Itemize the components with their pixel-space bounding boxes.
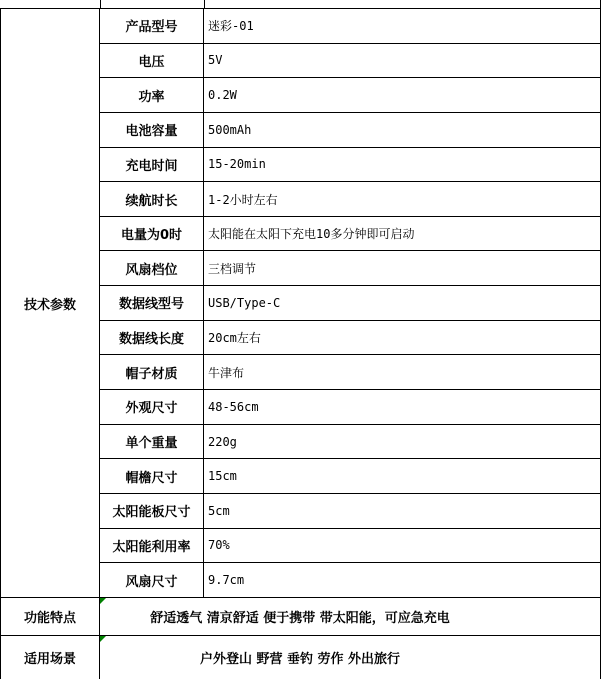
param-value-cell: 三档调节 [204, 251, 601, 285]
param-value-cell: 15-20min [204, 148, 601, 182]
table-row [100, 529, 601, 564]
green-corner-marker-icon [100, 636, 106, 642]
table-row [100, 355, 601, 390]
param-name-cell: 外观尺寸 [100, 390, 204, 424]
param-value-cell: 太阳能在太阳下充电10多分钟即可启动 [204, 217, 601, 251]
table-row [100, 44, 601, 79]
features-text: 舒适透气 清京舒适 便于携带 带太阳能，可应急充电 [150, 611, 450, 626]
param-value-cell: 1-2小时左右 [204, 182, 601, 216]
param-value-cell: 48-56cm [204, 390, 601, 424]
category-cell-features: 功能特点 [1, 598, 100, 636]
param-name-cell: 充电时间 [100, 148, 204, 182]
category-cell-tech-params: 技术参数 [1, 9, 100, 598]
param-name-cell: 帽檐尺寸 [100, 459, 204, 493]
table-row [100, 113, 601, 148]
stub-param-cell [100, 0, 204, 8]
table-row [100, 148, 601, 183]
param-value-cell: 5cm [204, 494, 601, 528]
category-column [0, 9, 100, 679]
param-name-cell: 电池容量 [100, 113, 204, 147]
table-row [100, 494, 601, 529]
table-body [0, 9, 601, 679]
param-value-cell: 220g [204, 425, 601, 459]
param-value-cell: 迷彩-01 [204, 9, 601, 43]
param-name-cell: 数据线型号 [100, 286, 204, 320]
table-row [100, 390, 601, 425]
stub-category-cell [0, 0, 100, 8]
param-value-cell: 5V [204, 44, 601, 78]
param-name-cell: 功率 [100, 78, 204, 112]
detail-columns [100, 9, 601, 679]
param-name-cell: 产品型号 [100, 9, 204, 43]
param-name-cell: 风扇尺寸 [100, 563, 204, 597]
param-name-cell: 帽子材质 [100, 355, 204, 389]
param-value-cell: 500mAh [204, 113, 601, 147]
param-name-cell: 太阳能板尺寸 [100, 494, 204, 528]
category-cell-scenarios: 适用场景 [1, 636, 100, 679]
param-value-cell: 牛津布 [204, 355, 601, 389]
table-row [100, 182, 601, 217]
table-row [100, 321, 601, 356]
param-name-cell: 单个重量 [100, 425, 204, 459]
table-row [100, 459, 601, 494]
table-row [100, 217, 601, 252]
param-value-cell: 15cm [204, 459, 601, 493]
scenarios-text: 户外登山 野营 垂钓 劳作 外出旅行 [199, 652, 401, 667]
stub-value-cell [204, 0, 601, 8]
param-value-cell: 70% [204, 529, 601, 563]
table-row [100, 563, 601, 598]
table-row [100, 286, 601, 321]
features-value-cell [100, 598, 601, 636]
param-value-cell: 9.7cm [204, 563, 601, 597]
table-row [100, 9, 601, 44]
param-value-cell: USB/Type-C [204, 286, 601, 320]
param-value-cell: 0.2W [204, 78, 601, 112]
param-name-cell: 续航时长 [100, 182, 204, 216]
param-name-cell: 数据线长度 [100, 321, 204, 355]
green-corner-marker-icon [100, 598, 106, 604]
param-value-cell: 20cm左右 [204, 321, 601, 355]
table-row [100, 251, 601, 286]
scenarios-value-cell [100, 636, 601, 679]
table-row [100, 425, 601, 460]
cutoff-row-stub [0, 0, 601, 9]
table-row [100, 78, 601, 113]
param-name-cell: 电压 [100, 44, 204, 78]
tech-params-rows [100, 9, 601, 598]
param-name-cell: 电量为0时 [100, 217, 204, 251]
param-name-cell: 风扇档位 [100, 251, 204, 285]
param-name-cell: 太阳能利用率 [100, 529, 204, 563]
